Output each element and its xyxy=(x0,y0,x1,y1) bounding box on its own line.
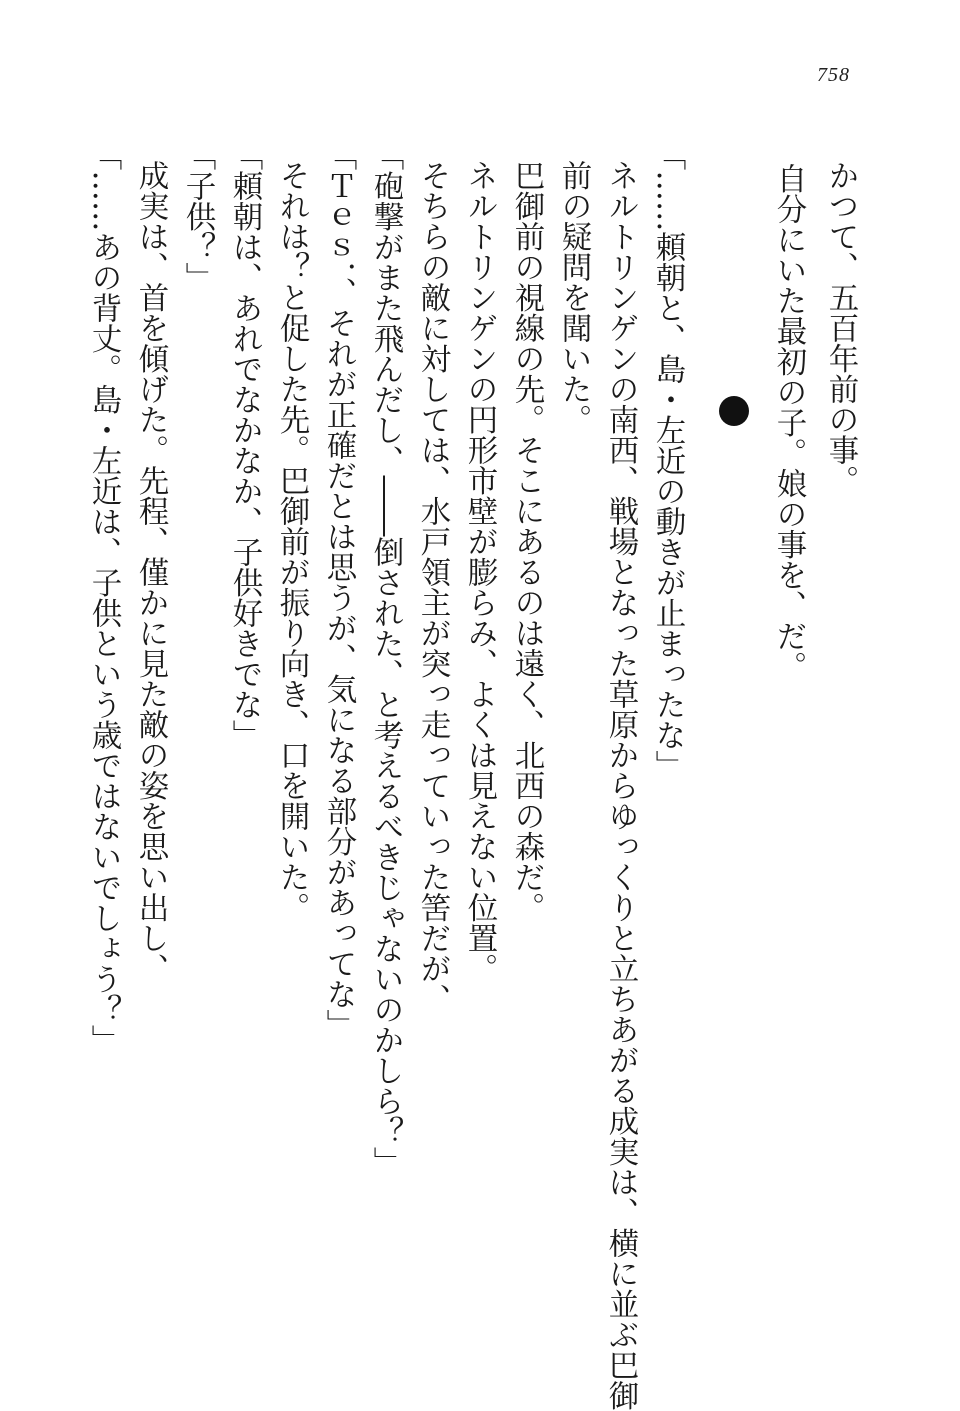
text-line: 成実は、首を傾げた。先程、僅かに見た敵の姿を思い出し、 xyxy=(133,160,168,984)
text-line: 「子供？」 xyxy=(180,140,215,293)
text-line: 巴御前の視線の先。そこにあるのは遠く、北西の森だ。 xyxy=(509,160,544,923)
text-line: 「Ｔｅｓ．、それが正確だとは思うが、気になる部分があってな」 xyxy=(321,140,356,1040)
text-line: ネルトリンゲンの円形市壁が膨らみ、よくは見えない位置。 xyxy=(462,160,497,984)
text-line: 「頼朝は、あれでなかなか、子供好きでな」 xyxy=(227,140,262,750)
text-line: ネルトリンゲンの南西、戦場となった草原からゆっくりと立ちあがる成実は、横に並ぶ巴御 xyxy=(603,160,638,1411)
text-line: そちらの敵に対しては、水戸領主が突っ走っていった筈だが、 xyxy=(415,160,450,1014)
text-line: かつて、五百年前の事。 xyxy=(823,160,858,496)
text-line: 自分にいた最初の子。娘の事を、だ。 xyxy=(771,163,806,682)
scene-break-dot xyxy=(719,396,749,426)
text-line: それは？と促した先。巴御前が振り向き、口を開いた。 xyxy=(274,160,309,923)
text-line: 「……あの背丈。島・左近は、子供という歳ではないでしょう？」 xyxy=(86,140,121,1055)
text-line: 「砲撃がまた飛んだし、――倒された、と考えるべきじゃないのかしら？」 xyxy=(368,140,403,1177)
text-line: 「……頼朝と、島・左近の動きが止まったな」 xyxy=(650,140,685,781)
page-number: 758 xyxy=(817,64,850,86)
text-line: 前の疑問を聞いた。 xyxy=(556,160,591,435)
